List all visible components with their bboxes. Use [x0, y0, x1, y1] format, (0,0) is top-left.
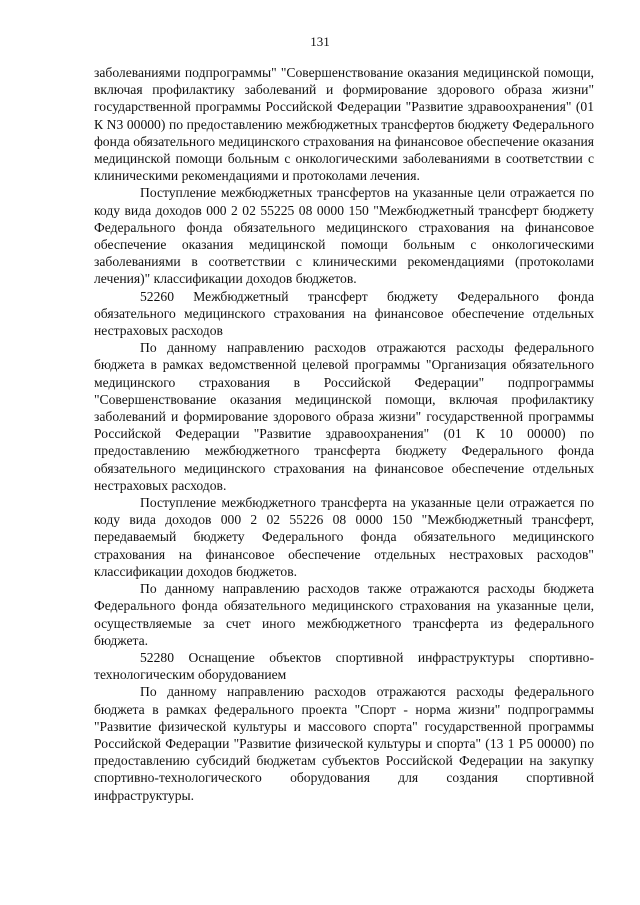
- paragraph-income-code-55225: Поступление межбюджетных трансфертов на указанные цели отражается по коду вида доходов 000 2 02 55225 08 0000 150 "Межбюджетный трансферт бюджету Федерального фонда обязательного медицинского страхования на финансовое обеспечение оказания медицинской помощи больным с онкологическими заболеваниями в соответствии с клиническими рекомендациями (протоколами лечения)" классификации доходов бюджетов.: [94, 185, 594, 287]
- paragraph-expenses-52260: По данному направлению расходов отражаются расходы федерального бюджета в рамках ведомственной целевой программы "Организация обязательного медицинского страхования в Российской Федерации" подпрограммы "Совершенствование оказания медицинской помощи, включая профилактику заболеваний и формирование здорового образа жизни" государственной программы Российской Федерации "Развитие здравоохранения" (01 К 10 00000) по предоставлению межбюджетного трансферта бюджету Федерального фонда обязательного медицинского страхования на финансовое обеспечение отдельных нестраховых расходов.: [94, 340, 594, 493]
- section-heading-52260: 52260 Межбюджетный трансферт бюджету Федерального фонда обязательного медицинского страхования на финансовое обеспечение отдельных нестраховых расходов: [94, 288, 594, 339]
- paragraph-additional-expenses: По данному направлению расходов также отражаются расходы бюджета Федерального фонда обязательного медицинского страхования на указанные цели, осуществляемые за счет иного межбюджетного трансферта из федерального бюджета.: [94, 581, 594, 648]
- document-body: [94, 64, 594, 804]
- paragraph-continuation: заболеваниями подпрограммы" "Совершенствование оказания медицинской помощи, включая профилактику заболеваний и формирование здорового образа жизни" государственной программы Российской Федерации "Развитие здравоохранения" (01 К N3 00000) по предоставлению межбюджетных трансфертов бюджету Федерального фонда обязательного медицинского страхования на финансовое обеспечение оказания медицинской помощи больным с онкологическими заболеваниями в соответствии с клиническими рекомендациями и протоколами лечения.: [94, 65, 594, 184]
- paragraph-income-code-55226: Поступление межбюджетного трансферта на указанные цели отражается по коду вида доходов 000 2 02 55226 08 0000 150 "Межбюджетный трансферт, передаваемый бюджету Федерального фонда обязательного медицинского страхования на финансовое обеспечение отдельных нестраховых расходов" классификации доходов бюджетов.: [94, 495, 594, 579]
- page-number: 131: [310, 34, 330, 49]
- paragraph-expenses-52280: По данному направлению расходов отражаются расходы федерального бюджета в рамках федерального проекта "Спорт - норма жизни" подпрограммы "Развитие физической культуры и массового спорта" государственной программы Российской Федерации "Развитие физической культуры и спорта" (13 1 Р5 00000) по предоставлению субсидий бюджетам субъектов Российской Федерации на закупку спортивно-технологического оборудования для создания спортивной инфраструктуры.: [94, 684, 594, 803]
- section-heading-52280: 52280 Оснащение объектов спортивной инфраструктуры спортивно-технологическим оборудованием: [94, 649, 594, 683]
